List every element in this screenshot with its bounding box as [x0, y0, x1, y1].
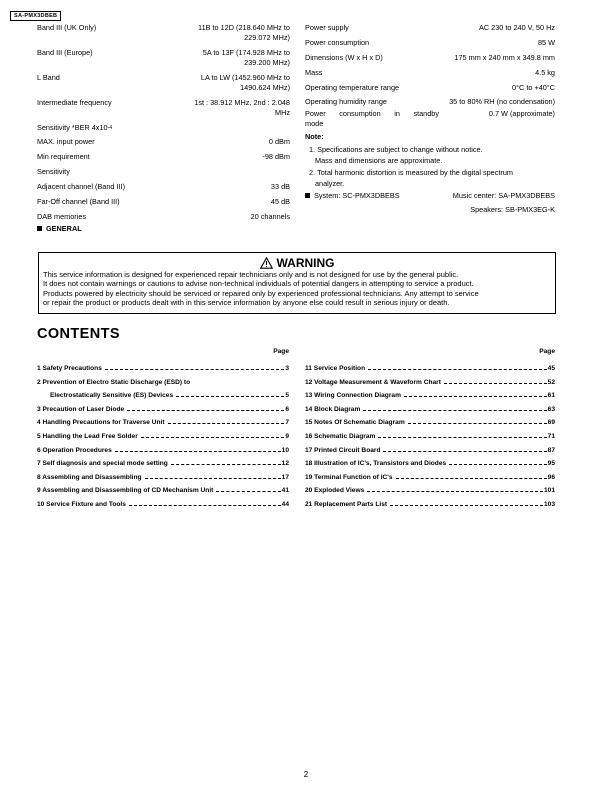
- spec-label: DAB memories: [37, 211, 87, 221]
- toc-entry[interactable]: 20 Exploded Views 101: [305, 487, 555, 495]
- warning-line: This service information is designed for experienced repair technicians only and is not designed for use by the general public.: [43, 270, 459, 279]
- spec-label: Operating temperature range: [305, 82, 400, 92]
- spec-label: Power consumption in standby mode: [305, 109, 439, 129]
- spec-row-standby: [305, 109, 555, 129]
- spec-row: [37, 197, 290, 207]
- spec-row: [37, 98, 290, 118]
- spec-label: L Band: [37, 72, 60, 82]
- spec-value: AC 230 to 240 V, 50 Hz: [479, 23, 555, 32]
- toc-entry[interactable]: 2 Prevention of Electro Static Discharge (ESD) to: [37, 378, 191, 386]
- toc-entry[interactable]: 14 Block Diagram 63: [305, 405, 555, 413]
- toc-entry[interactable]: 17 Printed Circuit Board 87: [305, 446, 555, 454]
- spec-label: Mass: [305, 67, 323, 77]
- system-label: System: SC-PMX3DBEBS: [305, 191, 400, 201]
- warning-line: or repair the product or products dealt with in this service information by anyone else could result in serious injury or death.: [43, 297, 450, 307]
- spec-value: 11B to 12D (218.640 MHz to 229.072 MHz): [198, 23, 290, 42]
- spec-label: MAX. input power: [37, 137, 95, 147]
- spec-row: [305, 97, 555, 107]
- spec-row: [37, 152, 290, 162]
- spec-value: 0 dBm: [268, 137, 290, 147]
- toc-entry[interactable]: Electrostatically Sensitive (ES) Devices 5: [50, 392, 289, 400]
- warning-triangle-icon: [260, 257, 273, 269]
- toc-entry[interactable]: 12 Voltage Measurement & Waveform Chart 52: [305, 378, 555, 386]
- spec-value: 175 mm x 240 mm x 349.8 mm: [454, 52, 555, 62]
- page-column-header: Page: [273, 348, 289, 355]
- spec-value: 1st : 38.912 MHz, 2nd : 2.048 MHz: [194, 97, 290, 117]
- spec-label: Far-Off channel (Band III): [37, 197, 120, 207]
- specs-right: [305, 23, 555, 215]
- page-column-header: Page: [539, 348, 555, 355]
- note-item: 2. Total harmonic distortion is measured by the digital spectrum analyzer.: [309, 168, 513, 188]
- spec-row: [305, 23, 555, 33]
- spec-row: [305, 53, 555, 63]
- spec-label: Intermediate frequency: [37, 97, 112, 107]
- toc-entry[interactable]: 5 Handling the Lead Free Solder 9: [37, 432, 289, 440]
- toc-entry[interactable]: 18 Illustration of IC's, Transistors and Diodes 95: [305, 460, 555, 468]
- toc-entry[interactable]: 6 Operation Procedures 10: [37, 446, 289, 454]
- warning-box: [38, 252, 556, 314]
- warning-body: [43, 270, 551, 307]
- sensitivity-ber-label: Sensitivity *BER $4x10^{-4}$: [37, 122, 113, 132]
- spec-row: [305, 68, 555, 78]
- specs-left: [37, 23, 290, 234]
- toc-entry[interactable]: 16 Schematic Diagram 71: [305, 432, 555, 440]
- spec-label: Min requirement: [37, 152, 90, 162]
- spec-row: [37, 212, 290, 222]
- spec-value: -98 dBm: [262, 152, 290, 162]
- toc-entry[interactable]: 7 Self diagnosis and special mode setting 12: [37, 460, 289, 468]
- toc-entry[interactable]: 19 Terminal Function of IC's 96: [305, 473, 555, 481]
- spec-value: 0.7 W (approximate): [488, 109, 555, 119]
- toc-left: [37, 347, 289, 515]
- warning-line: Products powered by electricity should be serviced or repaired only by experienced professional technicians. Any attempt to service: [43, 288, 479, 298]
- spec-label: Dimensions (W x H x D): [305, 52, 383, 62]
- square-bullet-icon: [305, 193, 310, 198]
- music-center-label: Music center: SA-PMX3DBEBS: [452, 191, 555, 201]
- note-title: Note:: [305, 132, 324, 142]
- model-tag: SA-PMX3DBEB: [10, 11, 61, 21]
- spec-label: Band III (UK Only): [37, 23, 97, 32]
- spec-value: 33 dB: [270, 182, 290, 192]
- toc-entry[interactable]: 3 Precaution of Laser Diode 6: [37, 405, 289, 413]
- spec-row: [37, 182, 290, 192]
- spec-row: [37, 73, 290, 93]
- spec-label: Operating humidity range: [305, 97, 387, 107]
- system-row: [305, 191, 555, 201]
- toc-right: [305, 347, 555, 515]
- spec-value: 5A to 13F (174.928 MHz to 239.200 MHz): [202, 47, 290, 67]
- spec-value: 20 channels: [250, 211, 290, 221]
- sensitivity-label: Sensitivity: [37, 167, 70, 177]
- toc-entry[interactable]: 15 Notes Of Schematic Diagram 69: [305, 419, 555, 427]
- speakers-label: Speakers: SB-PMX3EG-K: [470, 205, 555, 215]
- spec-row: [305, 83, 555, 93]
- spec-value: 85 W: [537, 37, 555, 47]
- toc-entry[interactable]: 11 Service Position 45: [305, 365, 555, 372]
- spec-label: Adjacent channel (Band III): [37, 182, 126, 192]
- toc-entry[interactable]: 8 Assembling and Disassembling 17: [37, 473, 289, 481]
- general-heading: GENERAL: [37, 224, 290, 234]
- spec-value: LA to LW (1452.960 MHz to 1490.624 MHz): [200, 72, 290, 92]
- spec-value: 4.5 kg: [535, 67, 555, 77]
- spec-label: Band III (Europe): [37, 47, 93, 57]
- toc-entry[interactable]: 9 Assembling and Disassembling of CD Mechanism Unit 41: [37, 487, 289, 495]
- spec-row: [37, 48, 290, 68]
- spec-value: 35 to 80% RH (no condensation): [449, 97, 555, 107]
- toc-entry[interactable]: 21 Replacement Parts List 103: [305, 500, 555, 508]
- spec-label: Power consumption: [305, 37, 370, 47]
- spec-row: [37, 23, 290, 43]
- spec-row: [37, 137, 290, 147]
- spec-label: Power supply: [305, 23, 349, 32]
- contents-title: CONTENTS: [37, 326, 120, 342]
- toc-entry[interactable]: 1 Safety Precautions 3: [37, 365, 289, 372]
- spec-row: [305, 38, 555, 48]
- warning-title: WARNING: [43, 256, 551, 270]
- page-number: 2: [303, 770, 309, 779]
- toc-entry[interactable]: 13 Wiring Connection Diagram 61: [305, 392, 555, 400]
- warning-line: It does not contain warnings or cautions to advise non-technical individuals of potential dangers in attempting to service a product.: [43, 279, 474, 289]
- toc-entry[interactable]: 10 Service Fixture and Tools 44: [37, 500, 289, 508]
- spec-value: 45 dB: [270, 197, 290, 207]
- spec-value: 0°C to +40°C: [512, 82, 555, 92]
- toc-entry[interactable]: 4 Handling Precautions for Traverse Unit 7: [37, 419, 289, 427]
- square-bullet-icon: [37, 226, 42, 231]
- note-item: 1. Specifications are subject to change without notice. Mass and dimensions are approximate.: [309, 145, 483, 165]
